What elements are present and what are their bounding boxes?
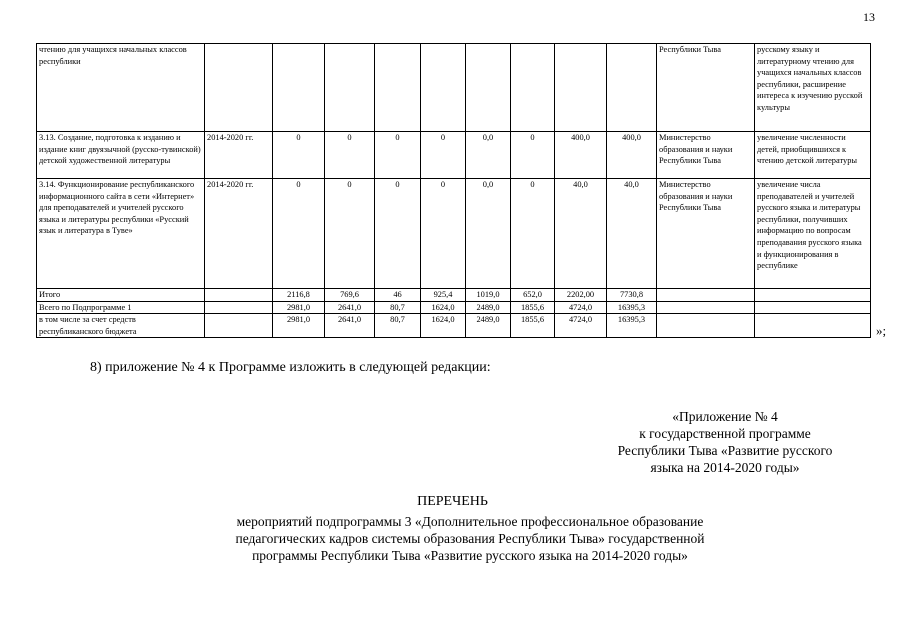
executor-cell: Министерство образования и науки Республики Тыва: [657, 179, 755, 289]
funding-value-cell: 1624,0: [421, 301, 466, 314]
measure-name-cell: в том числе за счет средств республиканского бюджета: [37, 314, 205, 338]
funding-value-cell: 46: [375, 289, 421, 302]
funding-value-cell: 2489,0: [466, 301, 511, 314]
funding-value-cell: 1019,0: [466, 289, 511, 302]
funding-value-cell: 2489,0: [466, 314, 511, 338]
appendix-line: к государственной программе: [639, 426, 811, 441]
result-cell: [755, 301, 871, 314]
funding-value-cell: 2202,00: [555, 289, 607, 302]
table-row: [37, 314, 871, 338]
funding-value-cell: [273, 44, 325, 132]
appendix-line: языка на 2014-2020 годы»: [650, 460, 800, 475]
funding-value-cell: 0,0: [466, 132, 511, 179]
funding-value-cell: 2641,0: [325, 314, 375, 338]
funding-value-cell: 0: [421, 132, 466, 179]
funding-value-cell: 80,7: [375, 314, 421, 338]
table-row: [37, 301, 871, 314]
funding-value-cell: 2981,0: [273, 314, 325, 338]
funding-value-cell: [555, 44, 607, 132]
funding-value-cell: 1855,6: [511, 314, 555, 338]
funding-value-cell: 1855,6: [511, 301, 555, 314]
list-title: ПЕРЕЧЕНЬ: [417, 494, 488, 509]
result-cell: русскому языку и литературному чтению для учащихся начальных классов республики, расширение интереса к изучению русской культуры: [755, 44, 871, 132]
funding-value-cell: [421, 44, 466, 132]
measure-name-cell: 3.14. Функционирование республиканского информационного сайта в сети «Интернет» для преподавателей и учителей русского языка и литературы республики «Русский язык и литература в Туве»: [37, 179, 205, 289]
executor-cell: Министерство образования и науки Республики Тыва: [657, 132, 755, 179]
funding-value-cell: 2116,8: [273, 289, 325, 302]
period-cell: [205, 301, 273, 314]
closing-mark: »;: [876, 323, 887, 338]
list-subtitle-line: мероприятий подпрограммы 3 «Дополнительное профессиональное образование: [236, 514, 704, 529]
measure-name-cell: Итого: [37, 289, 205, 302]
funding-value-cell: [511, 44, 555, 132]
period-cell: [205, 289, 273, 302]
funding-value-cell: 2641,0: [325, 301, 375, 314]
funding-value-cell: 0: [511, 179, 555, 289]
funding-value-cell: 7730,8: [607, 289, 657, 302]
appendix-header: [560, 408, 890, 476]
executor-cell: [657, 301, 755, 314]
funding-value-cell: [466, 44, 511, 132]
result-cell: [755, 314, 871, 338]
executor-cell: Республики Тыва: [657, 44, 755, 132]
appendix-line: «Приложение № 4: [672, 409, 778, 424]
funding-value-cell: [607, 44, 657, 132]
amendment-item-8: 8) приложение № 4 к Программе изложить в следующей редакции:: [90, 360, 491, 375]
funding-value-cell: 0: [273, 132, 325, 179]
period-cell: [205, 44, 273, 132]
funding-value-cell: 769,6: [325, 289, 375, 302]
funding-value-cell: 400,0: [607, 132, 657, 179]
funding-value-cell: 925,4: [421, 289, 466, 302]
funding-value-cell: 0: [375, 132, 421, 179]
list-subtitle: [150, 513, 790, 564]
funding-value-cell: 80,7: [375, 301, 421, 314]
measure-name-cell: 3.13. Создание, подготовка к изданию и издание книг двуязычной (русско-тувинской) детской художественной литературы: [37, 132, 205, 179]
funding-value-cell: 16395,3: [607, 301, 657, 314]
appendix-line: Республики Тыва «Развитие русского: [617, 443, 833, 458]
funding-value-cell: 4724,0: [555, 314, 607, 338]
period-cell: [205, 314, 273, 338]
funding-value-cell: 0: [325, 179, 375, 289]
funding-value-cell: [325, 44, 375, 132]
funding-value-cell: 0,0: [466, 179, 511, 289]
executor-cell: [657, 314, 755, 338]
measures-table: [36, 43, 871, 338]
executor-cell: [657, 289, 755, 302]
funding-value-cell: 4724,0: [555, 301, 607, 314]
funding-value-cell: 0: [511, 132, 555, 179]
list-subtitle-line: педагогических кадров системы образования Республики Тыва» государственной: [235, 531, 705, 546]
funding-value-cell: [375, 44, 421, 132]
funding-value-cell: 400,0: [555, 132, 607, 179]
measure-name-cell: Всего по Подпрограмме 1: [37, 301, 205, 314]
funding-value-cell: 0: [375, 179, 421, 289]
result-cell: увеличение числа преподавателей и учителей русского языка и литературы республики, получивших информацию по вопросам преподавания русского языка и функционирования в республике: [755, 179, 871, 289]
table-row: [37, 132, 871, 179]
funding-value-cell: 0: [273, 179, 325, 289]
page-number: 13: [863, 10, 875, 24]
result-cell: [755, 289, 871, 302]
funding-value-cell: 40,0: [555, 179, 607, 289]
table-row: [37, 44, 871, 132]
funding-value-cell: 16395,3: [607, 314, 657, 338]
funding-value-cell: 0: [421, 179, 466, 289]
period-cell: 2014-2020 гг.: [205, 132, 273, 179]
table-row: [37, 179, 871, 289]
funding-value-cell: 652,0: [511, 289, 555, 302]
funding-value-cell: 1624,0: [421, 314, 466, 338]
funding-value-cell: 0: [325, 132, 375, 179]
funding-value-cell: 40,0: [607, 179, 657, 289]
result-cell: увеличение численности детей, приобщившихся к чтению детской литературы: [755, 132, 871, 179]
funding-value-cell: 2981,0: [273, 301, 325, 314]
table-row: [37, 289, 871, 302]
measure-name-cell: чтению для учащихся начальных классов республики: [37, 44, 205, 132]
list-subtitle-line: программы Республики Тыва «Развитие русского языка на 2014-2020 годы»: [252, 548, 688, 563]
period-cell: 2014-2020 гг.: [205, 179, 273, 289]
